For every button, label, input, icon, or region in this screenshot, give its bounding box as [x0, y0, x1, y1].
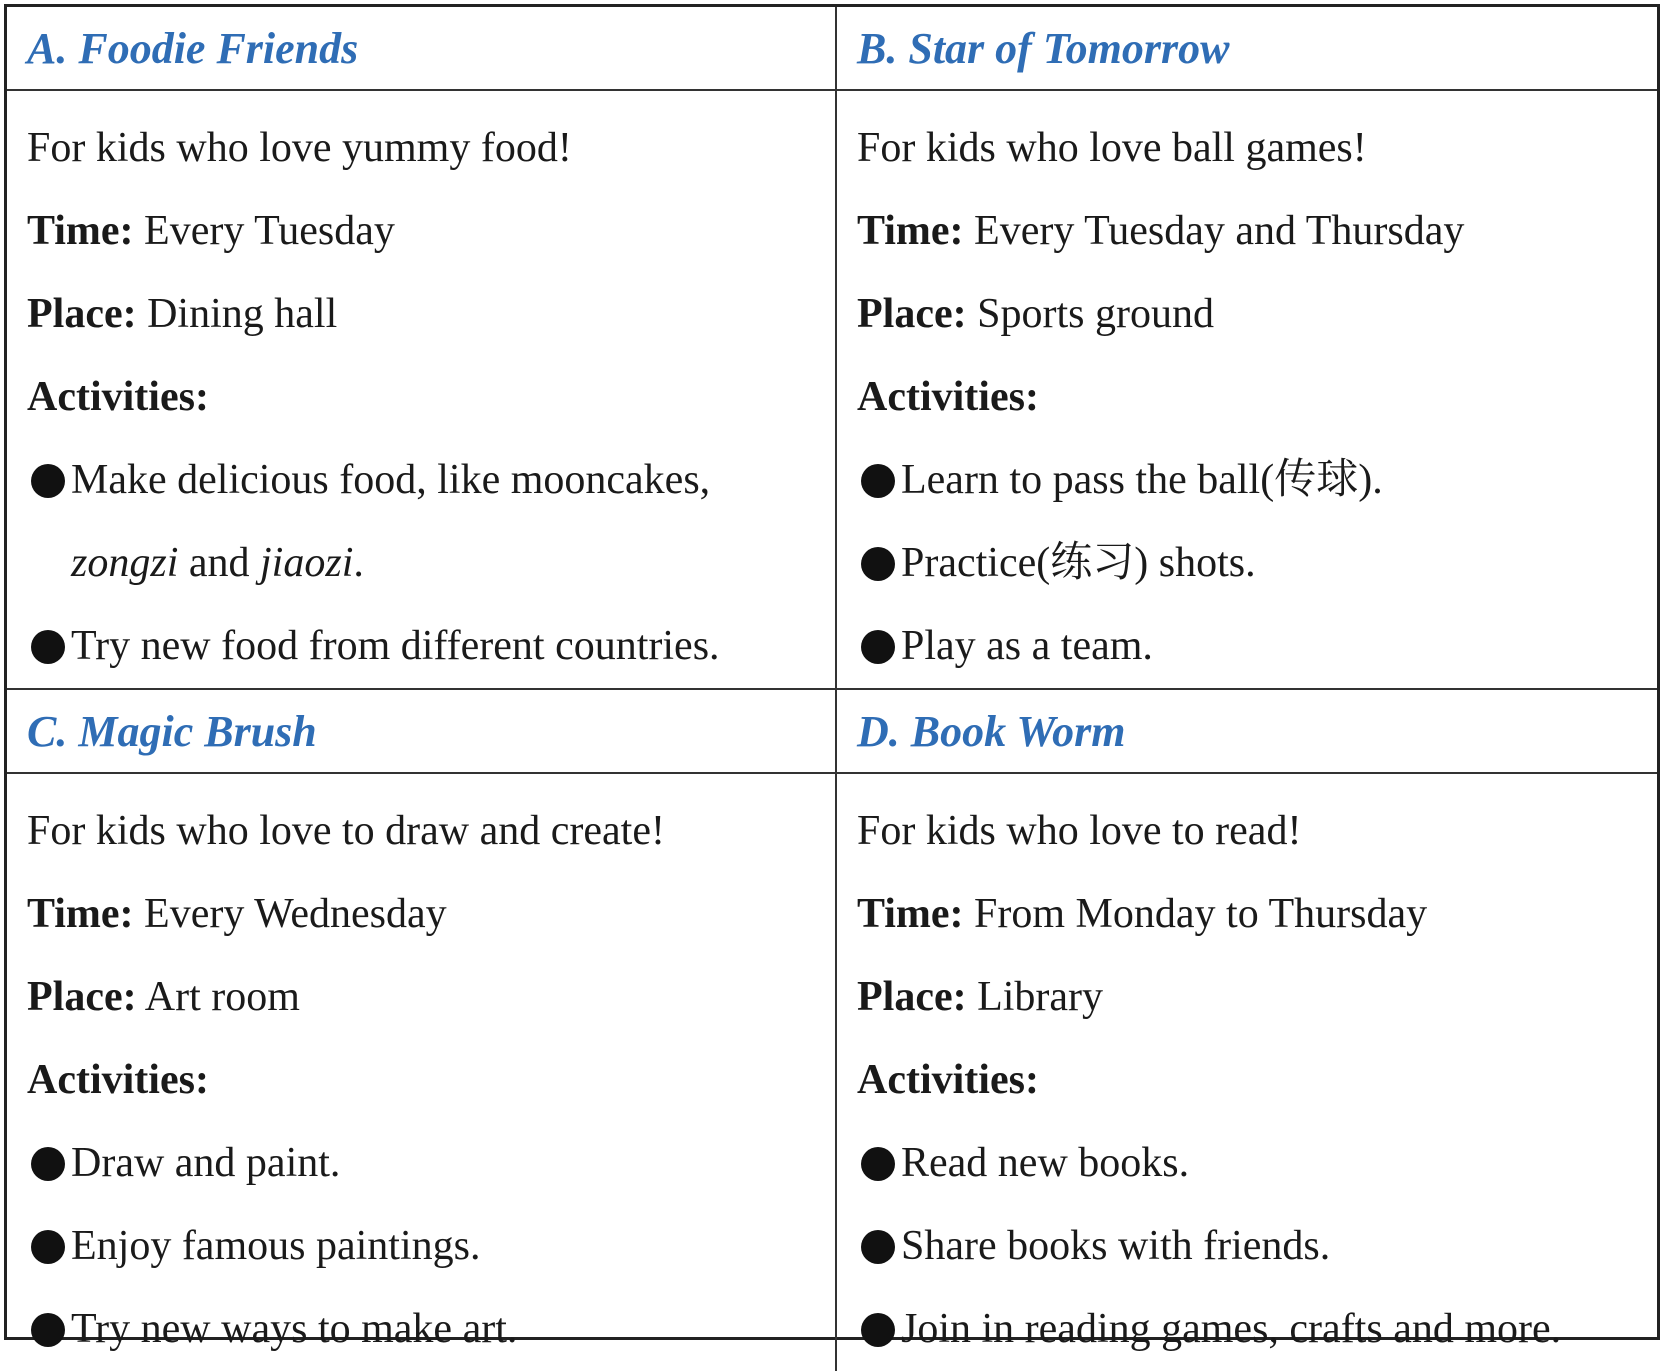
activity-item [27, 605, 815, 688]
food-name: zongzi [71, 540, 179, 586]
activity-text: Join in reading games, crafts and more. [901, 1306, 1562, 1352]
bullet-icon [861, 464, 895, 498]
bullet-icon [31, 464, 65, 498]
bullet-icon [861, 1147, 895, 1181]
club-time [27, 873, 815, 956]
bullet-icon [31, 630, 65, 664]
club-time [857, 873, 1637, 956]
food-name: jiaozi [260, 540, 354, 586]
activity-item [857, 1122, 1637, 1205]
time-value: Every Wednesday [144, 891, 447, 937]
club-header [837, 7, 1657, 91]
activity-item [857, 1288, 1637, 1371]
club-header [837, 690, 1657, 774]
club-place [27, 956, 815, 1039]
activity-item [857, 605, 1637, 688]
activity-text: Share books with friends. [901, 1223, 1331, 1269]
activity-text: Make delicious food, like mooncakes, [71, 457, 711, 503]
activity-text: Try new food from different countries. [71, 623, 720, 669]
activities-label: Activities: [27, 1057, 209, 1103]
activity-text: Practice(练习) shots. [901, 540, 1256, 586]
club-time [857, 190, 1637, 273]
club-body [837, 774, 1657, 1371]
activity-text: Learn to pass the ball(传球). [901, 457, 1383, 503]
club-body [7, 774, 835, 1371]
club-title: A. Foodie Friends [27, 23, 359, 73]
place-label: Place: [27, 291, 137, 337]
club-time [27, 190, 815, 273]
time-label: Time: [27, 891, 134, 937]
time-label: Time: [27, 208, 134, 254]
time-value: Every Tuesday [144, 208, 395, 254]
place-label: Place: [857, 974, 967, 1020]
bullet-icon [861, 630, 895, 664]
time-value: Every Tuesday and Thursday [974, 208, 1465, 254]
club-place [857, 273, 1637, 356]
club-body [837, 91, 1657, 688]
place-value: Sports ground [977, 291, 1214, 337]
activity-text: Draw and paint. [71, 1140, 341, 1186]
activity-item [857, 439, 1637, 522]
club-intro: For kids who love ball games! [857, 125, 1367, 171]
time-label: Time: [857, 208, 964, 254]
activities-label: Activities: [857, 374, 1039, 420]
place-label: Place: [857, 291, 967, 337]
activity-text: Play as a team. [901, 623, 1153, 669]
time-value: From Monday to Thursday [974, 891, 1428, 937]
connector-text: and [178, 540, 261, 586]
activities-label: Activities: [27, 374, 209, 420]
place-value: Library [977, 974, 1104, 1020]
punctuation: . [353, 540, 364, 586]
club-card-magic-brush [7, 690, 837, 1371]
club-intro: For kids who love yummy food! [27, 125, 572, 171]
activity-item [27, 1288, 815, 1371]
club-card-star-of-tomorrow [837, 7, 1657, 690]
place-value: Art room [144, 974, 300, 1020]
club-place [27, 273, 815, 356]
club-body [7, 91, 835, 688]
activity-item [27, 1122, 815, 1205]
bullet-icon [31, 1313, 65, 1347]
activities-label: Activities: [857, 1057, 1039, 1103]
clubs-table [4, 4, 1660, 1352]
club-header [7, 7, 835, 91]
club-title: C. Magic Brush [27, 706, 317, 756]
bullet-icon [31, 1147, 65, 1181]
activity-text: Try new ways to make art. [71, 1306, 518, 1352]
club-card-foodie-friends [7, 7, 837, 690]
activity-item [27, 1205, 815, 1288]
activity-text: Enjoy famous paintings. [71, 1223, 481, 1269]
place-label: Place: [27, 974, 137, 1020]
bullet-icon [861, 1313, 895, 1347]
club-place [857, 956, 1637, 1039]
bullet-icon [861, 547, 895, 581]
bullet-icon [31, 1230, 65, 1264]
activity-item [27, 439, 815, 522]
club-title: B. Star of Tomorrow [857, 23, 1230, 73]
club-title: D. Book Worm [857, 706, 1126, 756]
club-intro: For kids who love to read! [857, 808, 1302, 854]
activity-item [857, 522, 1637, 605]
activity-continuation [27, 522, 815, 605]
club-card-book-worm [837, 690, 1657, 1371]
place-value: Dining hall [147, 291, 338, 337]
time-label: Time: [857, 891, 964, 937]
bullet-icon [861, 1230, 895, 1264]
club-intro: For kids who love to draw and create! [27, 808, 665, 854]
activity-item [857, 1205, 1637, 1288]
club-header [7, 690, 835, 774]
activity-text: Read new books. [901, 1140, 1190, 1186]
